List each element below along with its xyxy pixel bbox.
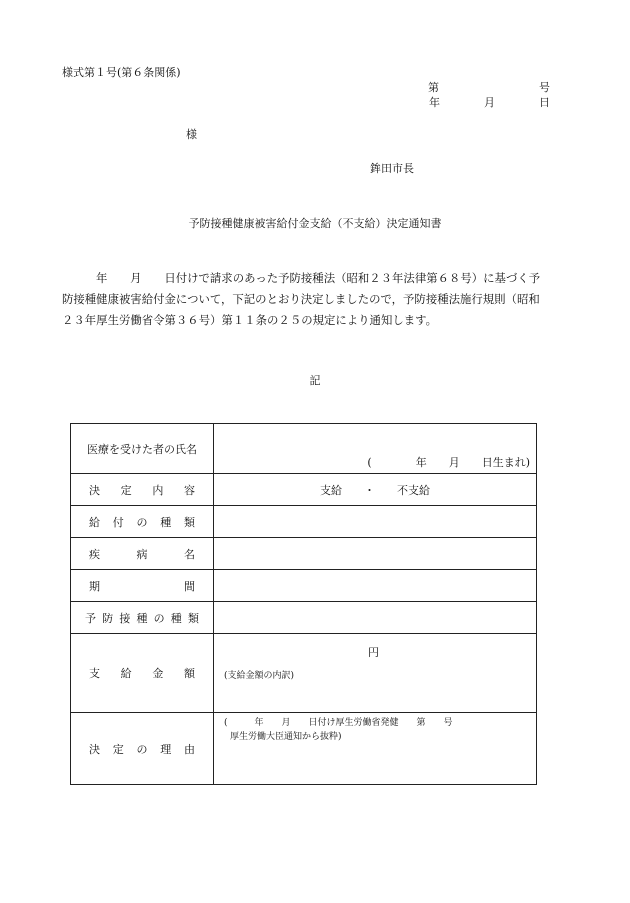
label-char: 期: [89, 579, 100, 593]
label-char: 種: [160, 515, 172, 529]
benefit-type-cell: [214, 506, 537, 538]
label-char: 内: [152, 483, 164, 497]
period-label: [71, 570, 214, 602]
decision-value: 支給 ・ 不支給: [320, 483, 430, 497]
row-disease: [71, 538, 537, 570]
decision-table: [70, 423, 537, 785]
document-number-date: [428, 80, 550, 110]
label-char: 間: [184, 579, 195, 593]
label-char: 接: [119, 611, 131, 625]
reason-line-2: 厚生労働大臣通知から抜粋): [230, 732, 342, 742]
label-char: 容: [183, 483, 195, 497]
doc-dai: 第: [428, 81, 439, 94]
document-date-line: [428, 95, 550, 110]
amount-cell: [214, 634, 537, 713]
label-char: 種: [170, 611, 182, 625]
label-char: 定: [120, 483, 132, 497]
label-char: 類: [187, 611, 199, 625]
doc-hi: 日: [539, 96, 550, 109]
label-char: 疾: [89, 547, 100, 561]
label-char: 決: [89, 483, 100, 497]
label-char: 種: [136, 611, 148, 625]
row-amount: [71, 634, 537, 713]
row-benefit-type: [71, 506, 537, 538]
label-char: 額: [183, 667, 195, 680]
disease-label: [71, 538, 214, 570]
amount-label: [71, 634, 214, 713]
row-patient-name: [71, 424, 537, 474]
reason-cell: [214, 713, 537, 785]
label-char: 予: [85, 611, 96, 625]
patient-name-cell: [214, 424, 537, 474]
decision-value-cell: [214, 474, 537, 506]
row-decision: [71, 474, 537, 506]
row-period: [71, 570, 537, 602]
reason-label: [71, 713, 214, 785]
label-char: 名: [184, 547, 195, 561]
vaccine-type-cell: [214, 602, 537, 634]
disease-cell: [214, 538, 537, 570]
benefit-type-label: [71, 506, 214, 538]
label-char: 支: [89, 667, 100, 680]
period-cell: [214, 570, 537, 602]
document-title: 予防接種健康被害給付金支給（不支給）決定通知書: [188, 217, 442, 230]
label-char: の: [153, 611, 165, 625]
decision-label: [71, 474, 214, 506]
label-char: 由: [184, 742, 195, 756]
addressee: 様: [186, 128, 197, 141]
body-text: [62, 268, 550, 331]
patient-name-label-text: 医療を受けた者の氏名: [87, 442, 197, 456]
amount-unit: 円: [368, 646, 379, 659]
issuer: 鉾田市長: [370, 162, 414, 175]
label-char: 付: [112, 515, 124, 529]
form-number: 様式第１号(第６条関係): [62, 66, 181, 79]
label-char: 病: [136, 547, 148, 561]
label-char: 類: [184, 515, 195, 529]
doc-tsuki: 月: [484, 96, 495, 109]
body-text-content: 年 月 日付けで請求のあった予防接種法（昭和２３年法律第６８号）に基づく予防接種健康被害給付金について，下記のとおり決定しましたので，予防接種法施行規則（昭和２３年厚生労働省令第３６号）第１１条の２５の規定により通知します。: [62, 271, 541, 327]
label-char: 金: [152, 667, 164, 680]
label-char: 決: [89, 742, 100, 756]
doc-go: 号: [539, 81, 550, 94]
label-char: の: [136, 742, 148, 756]
label-char: 給: [89, 515, 100, 529]
amount-breakdown: (支給金額の内訳): [224, 671, 295, 681]
ki-heading: 記: [309, 374, 321, 387]
label-char: 防: [102, 611, 114, 625]
patient-name-label: [71, 424, 214, 474]
vaccine-type-label: [71, 602, 214, 634]
birth-note: ( 年 月 日生まれ): [367, 456, 530, 469]
label-char: 給: [120, 667, 132, 680]
doc-nen: 年: [429, 96, 440, 109]
document-number-line: [428, 80, 550, 95]
label-char: 定: [112, 742, 124, 756]
row-reason: [71, 713, 537, 785]
reason-line-1: ( 年 月 日付け厚生労働省発健 第 号: [224, 718, 453, 728]
label-char: 理: [160, 742, 172, 756]
row-vaccine-type: [71, 602, 537, 634]
label-char: の: [136, 515, 148, 529]
